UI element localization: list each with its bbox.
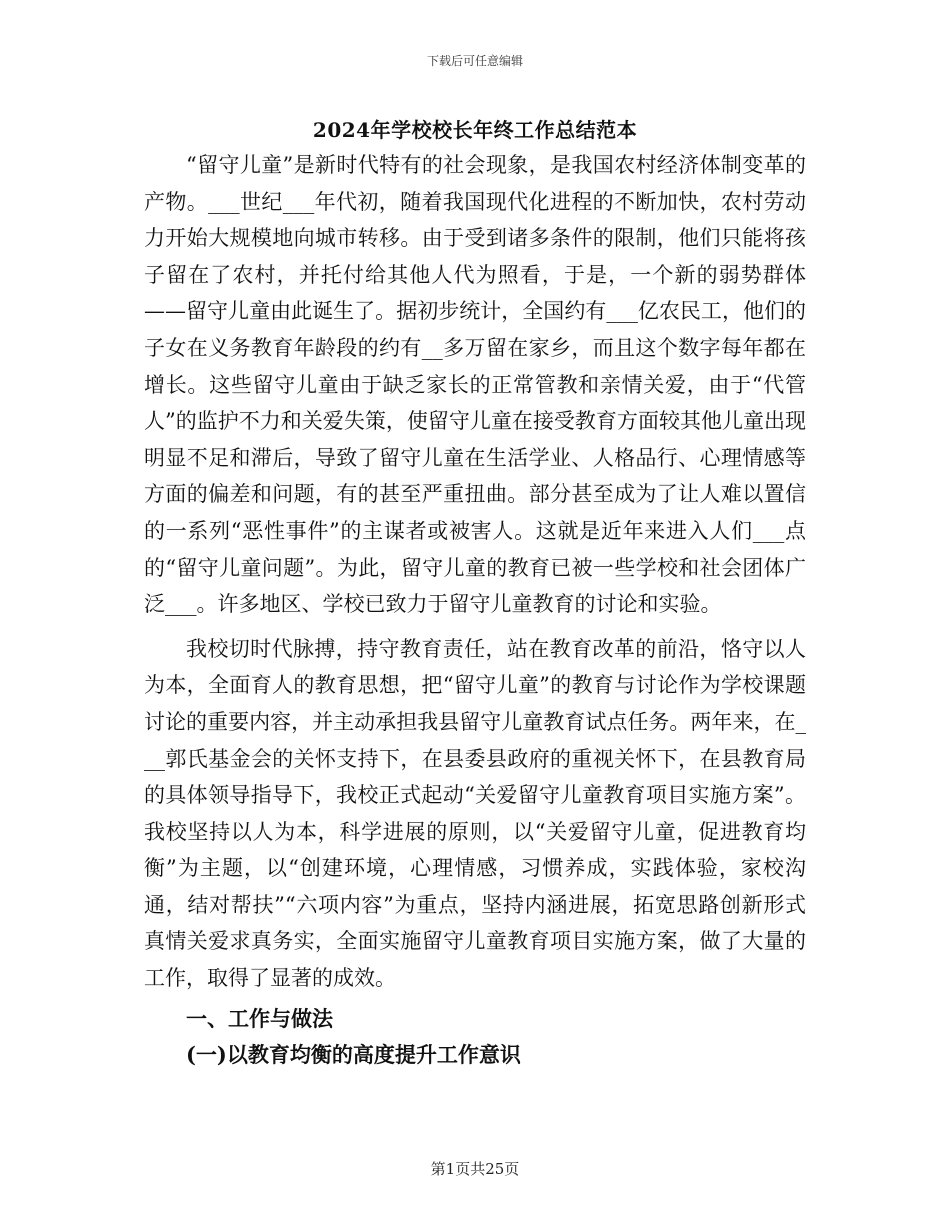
document-body — [144, 147, 806, 1073]
subsection-heading: (一)以教育均衡的高度提升工作意识 — [186, 1041, 521, 1067]
paragraph-2: 我校切时代脉搏，持守教育责任，站在教育改革的前沿，恪守以人为本，全面育人的教育思想，把“留守儿童”的教育与讨论作为学校课题讨论的重要内容，并主动承担我县留守儿童教育试点任务。两年来，在___郭氏基金会的关怀支持下，在县委县政府的重视关怀下，在县教育局的具体领导指导下，我校正式起动“关爱留守儿童教育项目实施方案”。我校坚持以人为本，科学进展的原则，以“关爱留守儿童，促进教育均衡”为主题，以“创建环境，心理情感，习惯养成，实践体验，家校沟通，结对帮扶”“六项内容”为重点，坚持内涵进展，拓宽思路创新形式真情关爱求真务实，全面实施留守儿童教育项目实施方案，做了大量的工作，取得了显著的成效。 — [144, 636, 806, 991]
paragraph-1: “留守儿童”是新时代特有的社会现象，是我国农村经济体制变革的产物。___世纪___年代初，随着我国现代化进程的不断加快，农村劳动力开始大规模地向城市转移。由于受到诸多条件的限制，他们只能将孩子留在了农村，并托付给其他人代为照看，于是，一个新的弱势群体——留守儿童由此诞生了。据初步统计，全国约有___亿农民工，他们的子女在义务教育年龄段的约有__多万留在家乡，而且这个数字每年都在增长。这些留守儿童由于缺乏家长的正常管教和亲情关爱，由于“代管人”的监护不力和关爱失策，使留守儿童在接受教育方面较其他儿童出现明显不足和滞后，导致了留守儿童在生活学业、人格品行、心理情感等方面的偏差和问题，有的甚至严重扭曲。部分甚至成为了让人难以置信的一系列“恶性事件”的主谋者或被害人。这就是近年来进入人们___点的“留守儿童问题”。为此，留守儿童的教育已被一些学校和社会团体广泛___。许多地区、学校已致力于留守儿童教育的讨论和实验。 — [144, 153, 806, 617]
section-heading: 一、工作与做法 — [186, 1005, 333, 1031]
document-title: 2024年学校校长年终工作总结范本 — [312, 118, 638, 142]
header-note: 下载后可任意编辑 — [426, 54, 523, 68]
page-footer: 第1页共25页 — [430, 1160, 520, 1178]
